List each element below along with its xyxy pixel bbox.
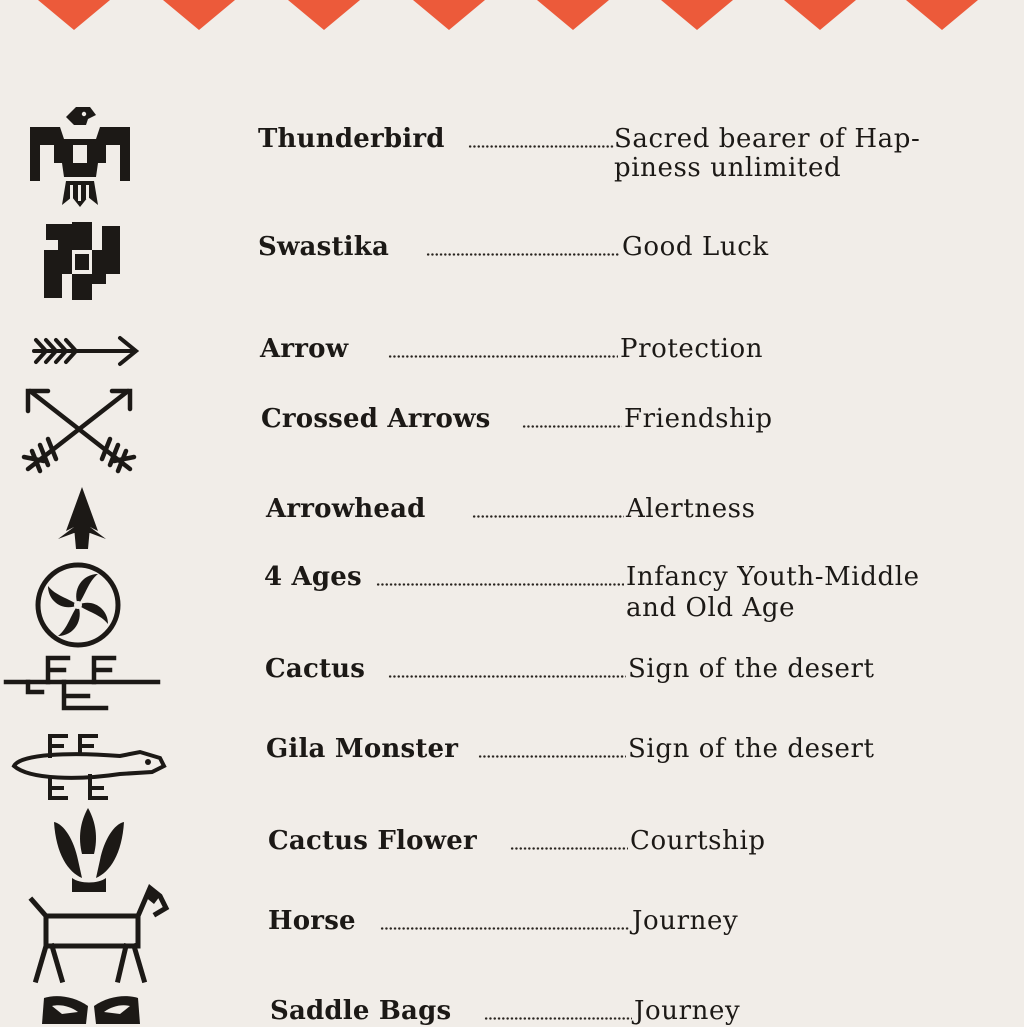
leader-dots [478,755,626,758]
symbol-meaning: Journey [634,996,741,1026]
leader-dots [468,145,614,148]
leader-dots [376,583,624,586]
swastika-icon [42,220,122,302]
symbol-name: Thunderbird [258,124,445,154]
symbol-name: Cactus [265,654,366,684]
symbol-meaning-cont: and Old Age [626,593,796,623]
arrow-icon [30,333,142,369]
symbol-name: Cactus Flower [268,826,477,856]
symbol-meaning: Sign of the desert [628,734,875,764]
thunderbird-icon [26,105,134,210]
horse-icon [26,882,170,986]
four-ages-icon [32,560,124,650]
leader-dots [510,847,628,850]
symbol-meaning-cont: piness unlimited [614,153,842,183]
leader-dots [426,253,620,256]
symbol-meaning: Courtship [630,826,766,856]
symbol-name: Gila Monster [266,734,459,764]
symbol-meaning: Protection [620,334,764,364]
symbol-name: Arrow [260,334,349,364]
symbol-meaning: Sacred bearer of Hap- [614,124,921,154]
symbol-name: Swastika [258,232,389,262]
symbol-name: Arrowhead [266,494,426,524]
gila-monster-icon [10,730,168,802]
symbol-meaning: Sign of the desert [628,654,875,684]
decorative-diamond-border [0,0,1024,40]
leader-dots [484,1017,632,1020]
arrowhead-icon [52,487,112,551]
leader-dots [388,675,626,678]
symbol-name: Saddle Bags [270,996,452,1026]
symbol-meaning: Friendship [624,404,773,434]
symbol-name: Horse [268,906,356,936]
leader-dots [522,425,622,428]
symbol-name: 4 Ages [264,562,362,592]
symbol-meaning: Good Luck [622,232,769,262]
symbol-meaning: Alertness [626,494,756,524]
symbol-name: Crossed Arrows [261,404,491,434]
leader-dots [472,515,624,518]
cactus-icon [2,652,162,714]
crossed-arrows-icon [18,385,140,483]
saddle-bags-icon [40,992,142,1026]
leader-dots [380,927,630,930]
leader-dots [388,355,618,358]
symbol-meaning: Journey [632,906,739,936]
symbol-meaning: Infancy Youth-Middle [626,562,920,592]
